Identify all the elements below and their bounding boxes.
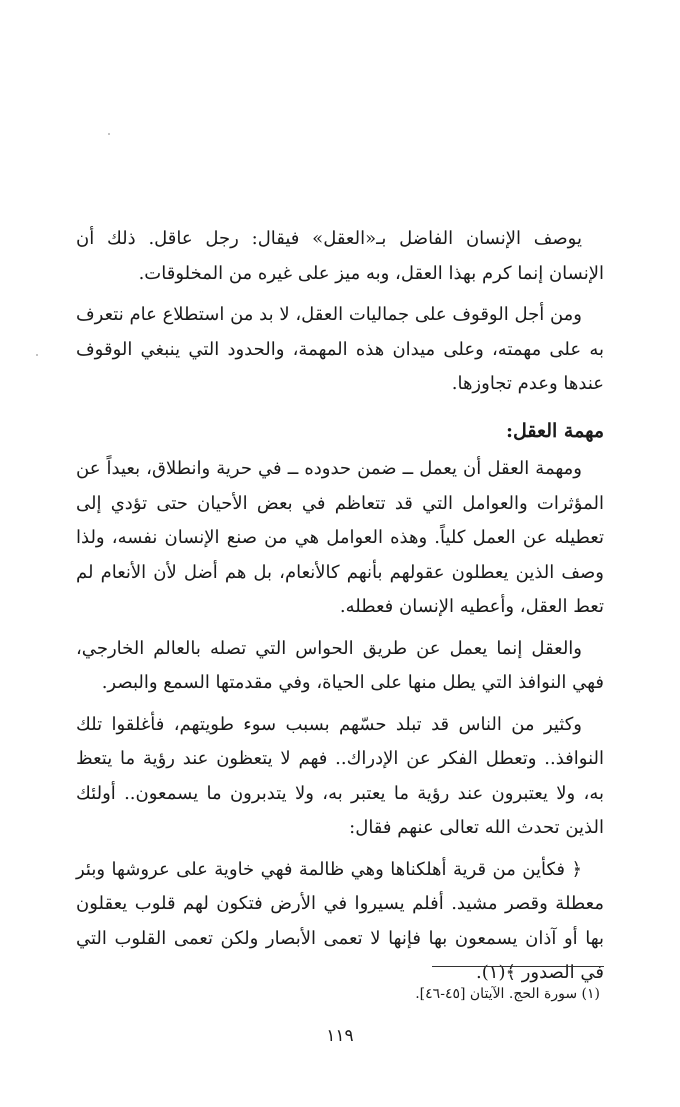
footnote: (١) سورة الحج. الآيتان [٤٥-٤٦]. [415,986,600,1002]
paragraph-people: وكثير من الناس قد تبلد حسّهم بسبب سوء طويتهم، فأغلقوا تلك النوافذ.. وتعطل الفكر عن الإدراك.. فهم لا يتعظون عند رؤية ما يتعظ به، ولا يعتبرون عند رؤية ما يعتبر به، ولا يتدبرون ما يسمعون.. أولئك الذين تحدث الله تعالى عنهم فقال: [76,713,604,838]
body-text [76,222,604,998]
scan-speck [108,133,110,135]
scan-speck [36,354,38,356]
page-number: ١١٩ [326,1026,354,1046]
footnote-divider [432,966,604,967]
paragraph-intro: يوصف الإنسان الفاضل بـ«العقل» فيقال: رجل عاقل. ذلك أن الإنسان إنما كرم بهذا العقل، وبه ميز على غيره من المخلوقات. [76,228,604,284]
paragraph-senses: والعقل إنما يعمل عن طريق الحواس التي تصله بالعالم الخارجي، فهي النوافذ التي يطل منها على الحياة، وفي مقدمتها السمع والبصر. [76,637,604,693]
paragraph-purpose: ومن أجل الوقوف على جماليات العقل، لا بد من استطلاع عام نتعرف به على مهمته، وعلى ميدان هذه المهمة، والحدود التي ينبغي الوقوف عندها وعدم تجاوزها. [76,304,604,394]
paragraph-mission: ومهمة العقل أن يعمل ــ ضمن حدوده ــ في حرية وانطلاق، بعيداً عن المؤثرات والعوامل التي قد تتعاظم في بعض الأحيان حتى تؤدي إلى تعطيله عن العمل كلياً. وهذه العوامل هي من صنع الإنسان نفسه، ولذا وصف الذين يعطلون عقولهم بأنهم كالأنعام، بل هم أضل لأن الأنعام لم تعط العقل، وأعطيه الإنسان فعطله. [76,458,604,617]
section-heading: مهمة العقل: [506,419,604,442]
quran-quote: ﴿ فكأين من قرية أهلكناها وهي ظالمة فهي خاوية على عروشها وبئر معطلة وقصر مشيد. أفلم يسيروا في الأرض فتكون لهم قلوب يعقلون بها أو آذان يسمعون بها فإنها لا تعمى الأبصار ولكن تعمى القلوب التي في الصدور ﴾(١). [76,858,604,983]
